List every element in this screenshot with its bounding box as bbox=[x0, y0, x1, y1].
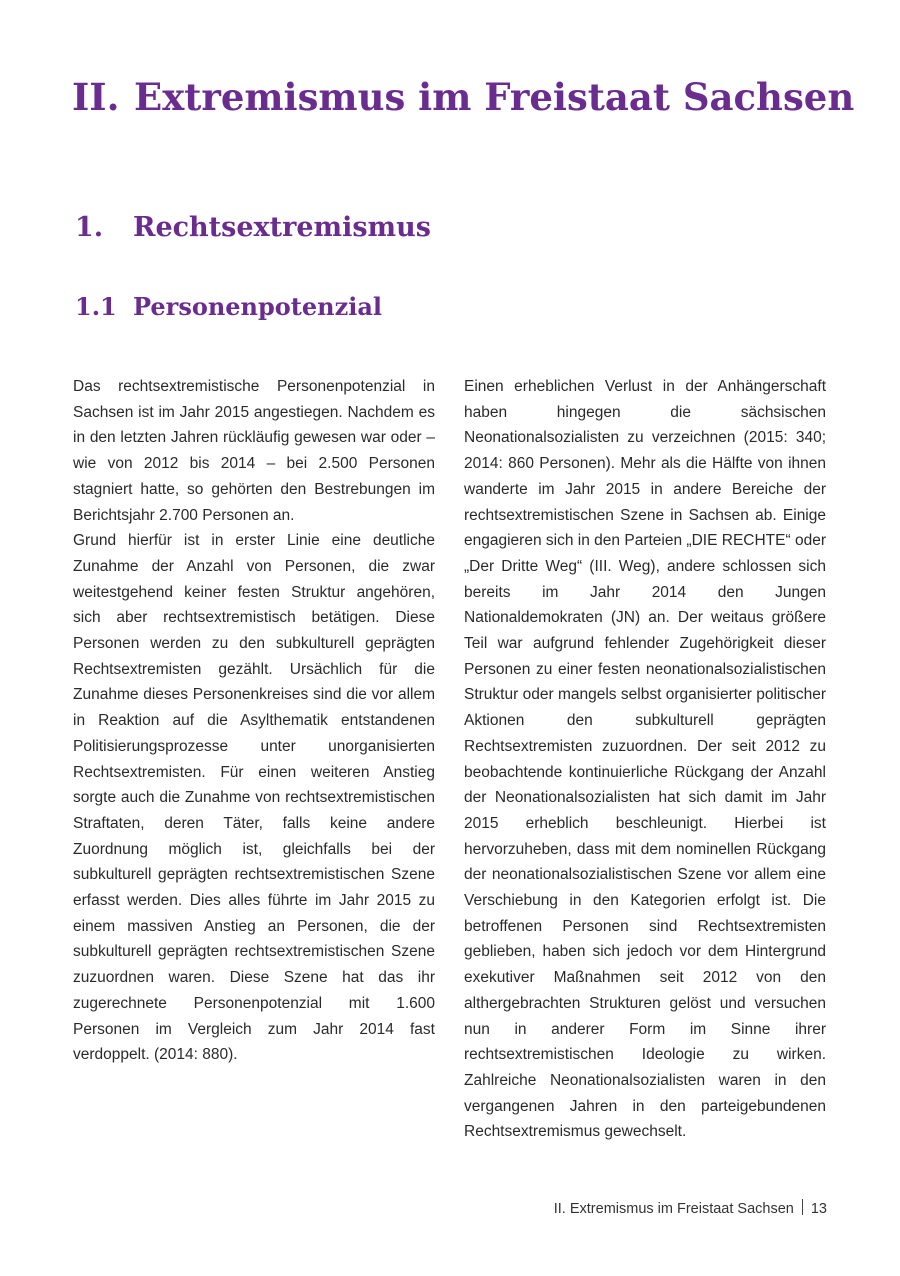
footer-divider bbox=[802, 1199, 803, 1215]
left-text-column bbox=[73, 374, 435, 1068]
subsection-heading bbox=[75, 288, 382, 326]
paragraph: Einen erheblichen Verlust in der Anhängerschaft haben hingegen die sächsischen Neonationalsozialisten zu verzeichnen (2015: 340; 2014: 860 Personen). Mehr als die Hälfte von ihnen wanderte im Jahr 2015 in andere Bereiche der rechtsextremistischen Szene in Sachsen ab. Einige engagieren sich in den Parteien „DIE RECHTE“ oder „Der Dritte Weg“ (III. Weg), andere schlossen sich bereits im Jahr 2014 den Jungen Nationaldemokraten (JN) an. Der weitaus größere Teil war aufgrund fehlender Zugehörigkeit dieser Personen zu einer festen neonationalsozialistischen Struktur oder mangels selbst organisierter politischer Aktionen den subkulturell geprägten Rechtsextremisten zuzuordnen. Der seit 2012 zu beobachtende kontinuierliche Rückgang der Anzahl der Neonationalsozialisten hat sich damit im Jahr 2015 erheblich beschleunigt. Hierbei ist hervorzuheben, dass mit dem nominellen Rückgang der neonationalsozialistischen Szene vor allem eine Verschiebung in den Kategorien erfolgt ist. Die betroffenen Personen sind Rechtsextremisten geblieben, haben sich jedoch vor dem Hintergrund exekutiver Maßnahmen seit 2012 von den althergebrachten Strukturen gelöst und versuchen nun in anderer Form im Sinne ihrer rechtsextremistischen Ideologie zu wirken. Zahlreiche Neonationalsozialisten waren in den vergangenen Jahren in den parteigebundenen Rechtsextremismus gewechselt. bbox=[464, 378, 826, 1141]
section-title: Rechtsextremismus bbox=[133, 212, 431, 243]
page-footer bbox=[554, 1198, 827, 1220]
subsection-title: Personenpotenzial bbox=[133, 292, 383, 321]
paragraph: Das rechtsextremistische Personenpotenzial in Sachsen ist im Jahr 2015 angestiegen. Nachdem es in den letzten Jahren rückläufig gewesen war oder – wie von 2012 bis 2014 – bei 2.500 Personen stagniert hatte, so gehörten den Bestrebungen im Berichtsjahr 2.700 Personen an. bbox=[73, 378, 435, 524]
chapter-title: Extremismus im Freistaat Sachsen bbox=[134, 75, 855, 119]
page-number: 13 bbox=[810, 1201, 827, 1217]
chapter-heading bbox=[72, 70, 854, 124]
subsection-number: 1.1 bbox=[75, 292, 117, 321]
paragraph: Grund hierfür ist in erster Linie eine deutliche Zunahme der Anzahl von Personen, die zwar weitestgehend keiner festen Struktur angehören, sich aber rechtsextremistisch betätigen. Diese Personen werden zu den subkulturell geprägten Rechtsextremisten gezählt. Ursächlich für die Zunahme dieses Personenkreises sind die vor allem in Reaktion auf die Asylthematik entstandenen Politisierungsprozesse unter unorganisierten Rechtsextremisten. Für einen weiteren Anstieg sorgte auch die Zunahme von rechtsextremistischen Straftaten, deren Täter, falls keine andere Zuordnung möglich ist, gleichfalls bei der subkulturell geprägten rechtsextremistischen Szene erfasst werden. Dies alles führte im Jahr 2015 zu einem massiven Anstieg an Personen, die der subkulturell geprägten rechtsextremistischen Szene zuzuordnen waren. Diese Szene hat das ihr zugerechnete Personenpotenzial mit 1.600 Personen im Vergleich zum Jahr 2014 fast verdoppelt. (2014: 880). bbox=[73, 532, 435, 1064]
section-number: 1. bbox=[75, 212, 104, 243]
section-heading bbox=[75, 207, 431, 249]
right-text-column bbox=[464, 374, 826, 1145]
running-title: II. Extremismus im Freistaat Sachsen bbox=[553, 1201, 794, 1217]
chapter-number: II. bbox=[72, 75, 120, 119]
